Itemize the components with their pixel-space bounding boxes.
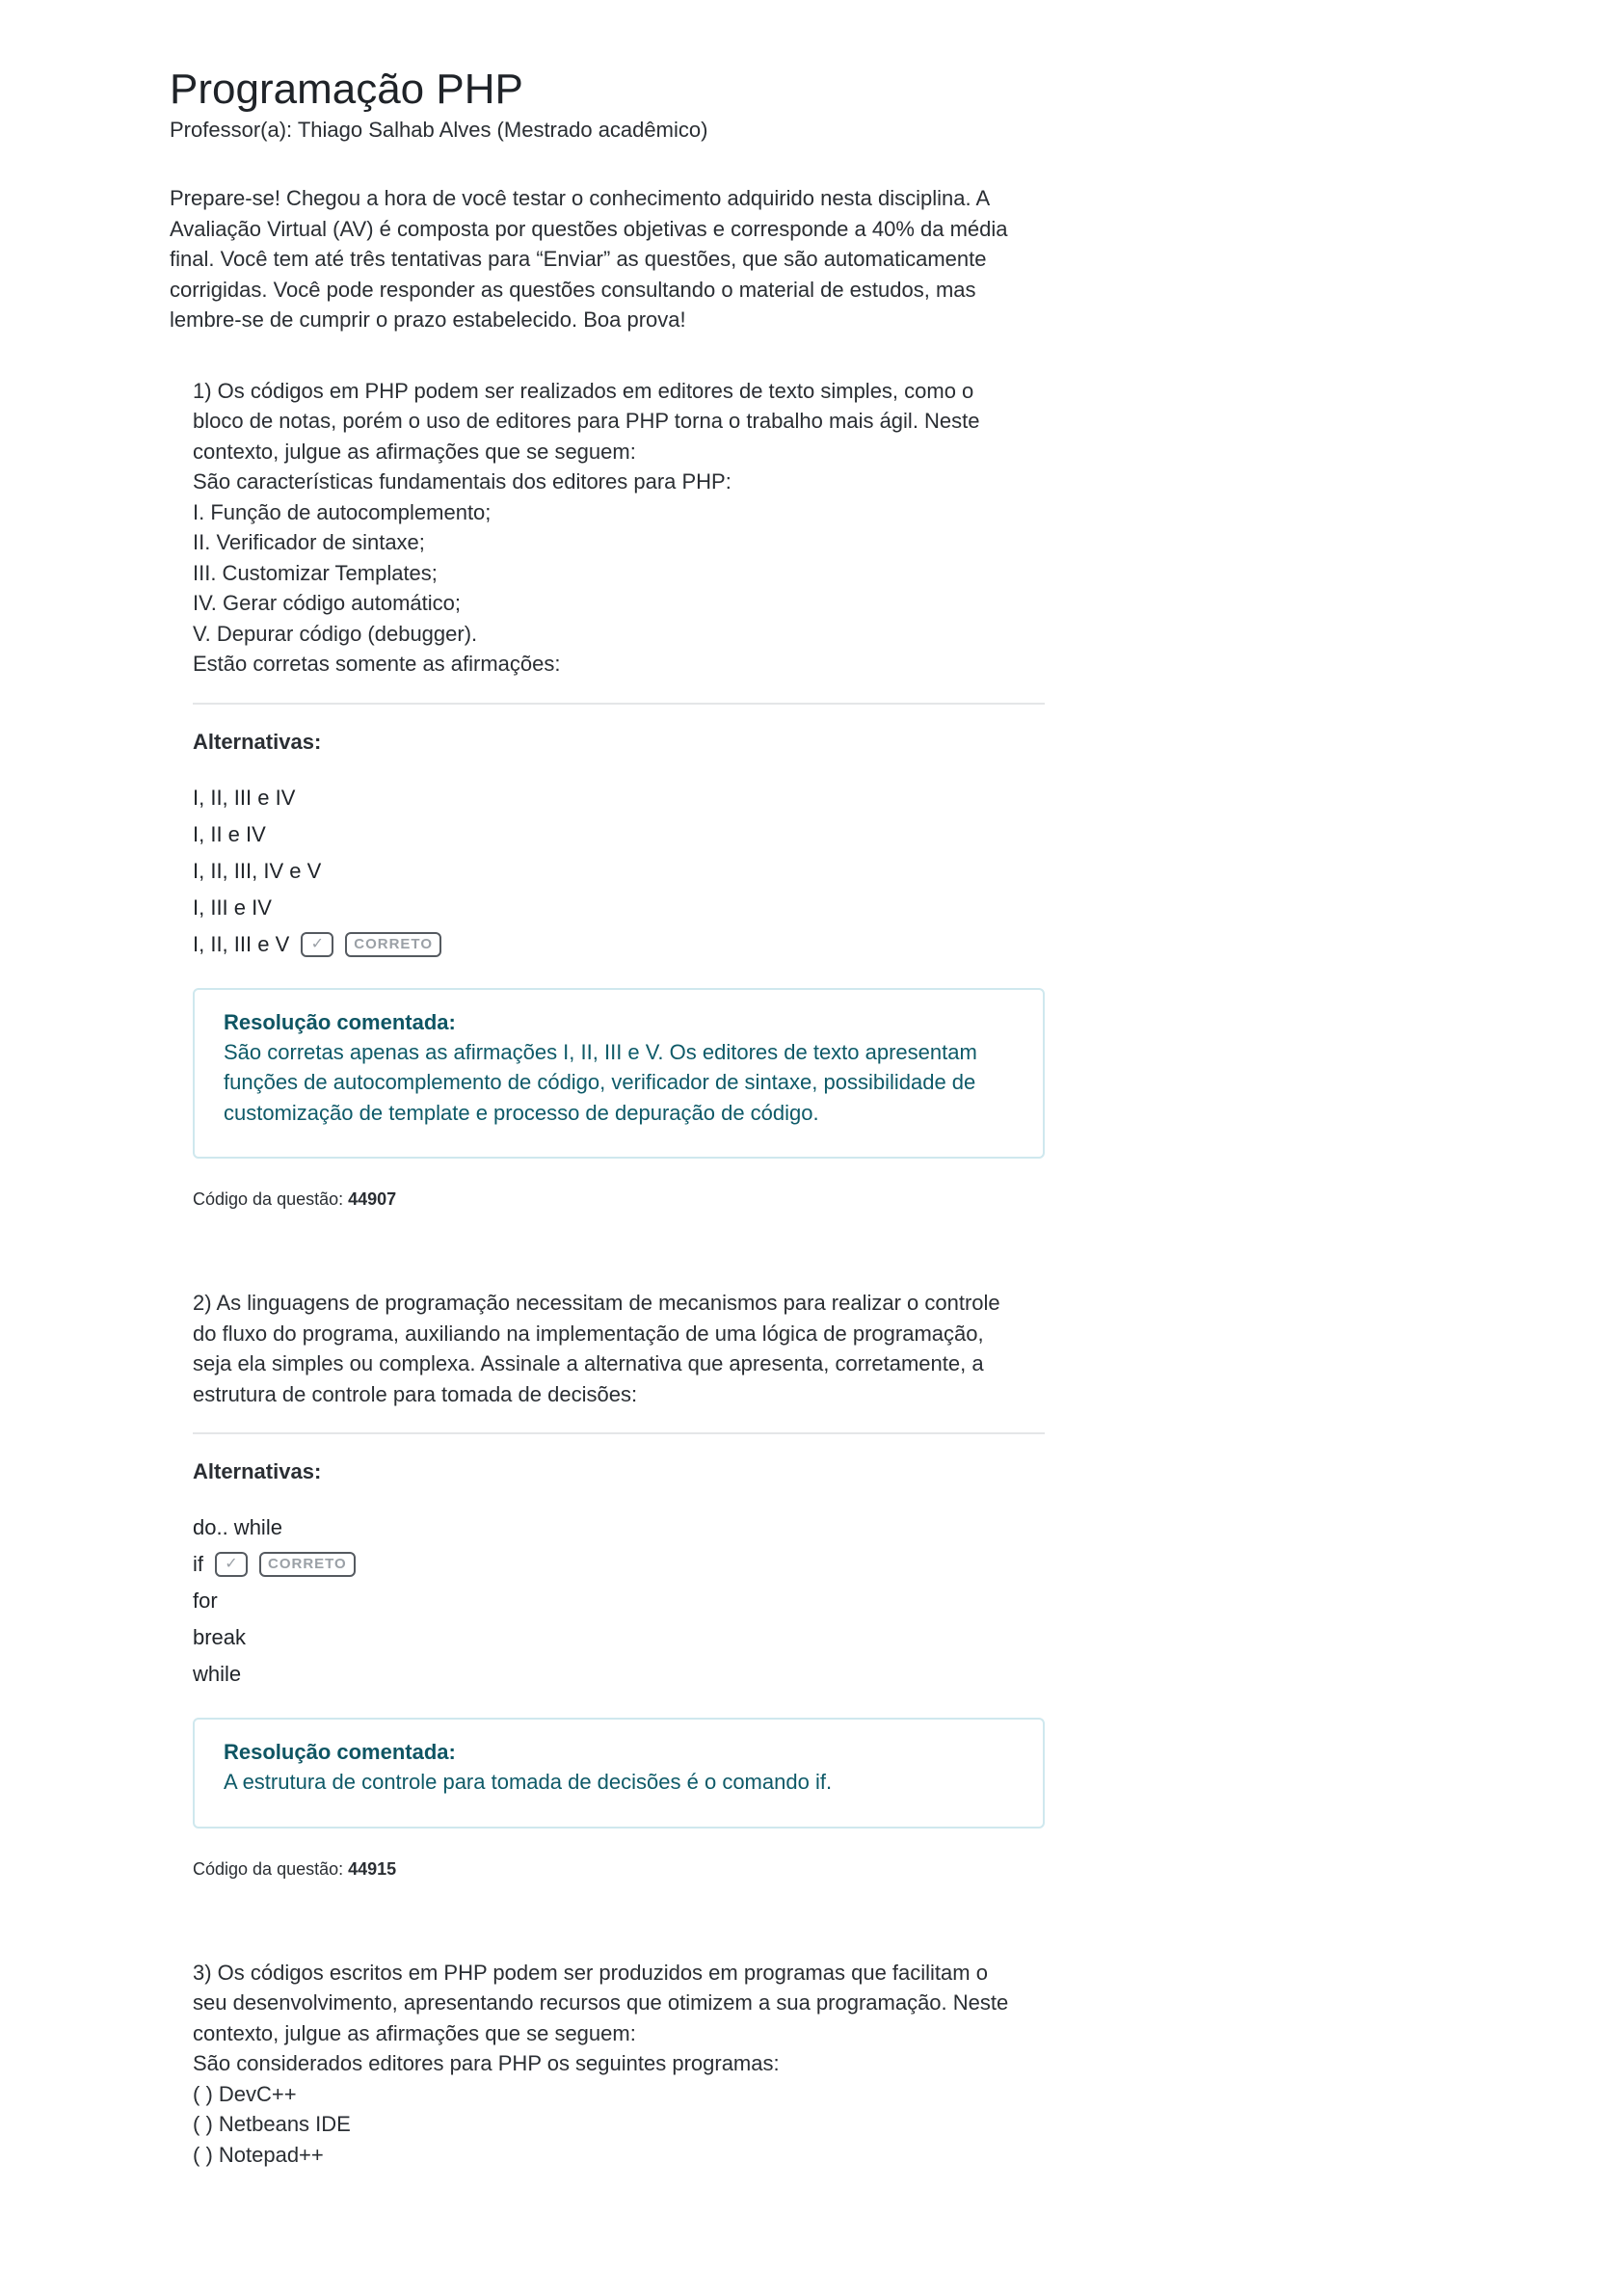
- question-line: seu desenvolvimento, apresentando recursos que otimizem a sua programação. Neste: [193, 1990, 1009, 2015]
- page-title: Programação PHP: [170, 66, 523, 113]
- correct-badge: CORRETO: [345, 932, 441, 957]
- resolution-box: [193, 988, 1045, 1160]
- question-2: [193, 1288, 1045, 1881]
- question-line: V. Depurar código (debugger).: [193, 621, 478, 646]
- question-code-value: 44915: [348, 1858, 397, 1879]
- question-code-label: Código da questão:: [193, 1858, 344, 1879]
- question-code: [193, 1188, 1045, 1211]
- alternative-item-correct[interactable]: [193, 926, 1045, 963]
- professor-name: Professor(a): Thiago Salhab Alves (Mestrado acadêmico): [170, 118, 708, 142]
- question-3: [193, 1958, 1045, 2171]
- resolution-text: São corretas apenas as afirmações I, II, III e V. Os editores de texto apresentam funções de autocomplemento de código, verificador de sintaxe, possibilidade de customização de template e processo de depuração de código.: [224, 1039, 977, 1125]
- resolution-title: Resolução comentada:: [224, 1009, 456, 1034]
- alternative-item[interactable]: [193, 890, 1045, 926]
- check-icon: ✓: [215, 1552, 248, 1577]
- check-icon: ✓: [301, 932, 333, 957]
- question-line: I. Função de autocomplemento;: [193, 499, 492, 524]
- alternative-item[interactable]: [193, 816, 1045, 853]
- alternatives-heading: Alternativas:: [193, 729, 322, 754]
- alternative-item[interactable]: [193, 1583, 1045, 1619]
- alternative-item-correct[interactable]: [193, 1546, 1045, 1583]
- question-line: estrutura de controle para tomada de decisões:: [193, 1381, 638, 1406]
- alternative-item[interactable]: [193, 853, 1045, 890]
- alternative-label: I, II e IV: [193, 821, 266, 846]
- question-line: contexto, julgue as afirmações que se seguem:: [193, 2020, 636, 2045]
- correct-badge: CORRETO: [259, 1552, 356, 1577]
- alternative-label: while: [193, 1662, 242, 1686]
- question-line: ( ) DevC++: [193, 2081, 297, 2106]
- question-line: São considerados editores para PHP os seguintes programas:: [193, 2051, 780, 2075]
- question-line: Estão corretas somente as afirmações:: [193, 652, 561, 676]
- question-line: ( ) Netbeans IDE: [193, 2112, 351, 2136]
- alternative-label: I, II, III, IV e V: [193, 858, 322, 883]
- resolution-title: Resolução comentada:: [224, 1740, 456, 1764]
- question-line: contexto, julgue as afirmações que se seguem:: [193, 439, 636, 464]
- alternatives-heading: Alternativas:: [193, 1459, 322, 1483]
- question-line: São características fundamentais dos editores para PHP:: [193, 469, 732, 494]
- alternative-item[interactable]: [193, 780, 1045, 816]
- divider: [193, 1432, 1045, 1434]
- intro-text: Prepare-se! Chegou a hora de você testar o conhecimento adquirido nesta disciplina. A Avaliação Virtual (AV) é composta por questões objetivas e corresponde a 40% da média final. Você tem até três tentativas para “Enviar” as questões, que são automaticamente corrigidas. Você pode responder as questões consultando o material de estudos, mas lembre-se de cumprir o prazo estabelecido. Boa prova!: [170, 186, 1008, 332]
- question-line: do fluxo do programa, auxiliando na implementação de uma lógica de programação,: [193, 1321, 984, 1346]
- question-1: [193, 376, 1045, 1212]
- question-line: ( ) Notepad++: [193, 2142, 324, 2167]
- alternatives-list: [193, 780, 1045, 963]
- alternative-item[interactable]: [193, 1656, 1045, 1693]
- question-line: bloco de notas, porém o uso de editores para PHP torna o trabalho mais ágil. Neste: [193, 409, 980, 433]
- alternatives-list: [193, 1509, 1045, 1693]
- alternative-label: break: [193, 1625, 247, 1649]
- question-line: 3) Os códigos escritos em PHP podem ser produzidos em programas que facilitam o: [193, 1960, 988, 1985]
- alternative-label: if: [193, 1552, 203, 1576]
- question-line: IV. Gerar código automático;: [193, 591, 462, 615]
- question-code: [193, 1857, 1045, 1881]
- page: [170, 64, 1047, 2170]
- alternative-label: I, III e IV: [193, 894, 272, 920]
- alternative-item[interactable]: [193, 1509, 1045, 1546]
- alternative-label: for: [193, 1589, 218, 1613]
- alternative-label: do.. while: [193, 1515, 282, 1539]
- alternative-label: I, II, III e IV: [193, 785, 296, 810]
- divider: [193, 703, 1045, 705]
- question-text: [193, 1958, 1045, 2171]
- question-line: II. Verificador de sintaxe;: [193, 530, 425, 554]
- resolution-box: [193, 1718, 1045, 1829]
- alternative-item[interactable]: [193, 1619, 1045, 1656]
- resolution-text: A estrutura de controle para tomada de decisões é o comando if.: [224, 1770, 833, 1794]
- question-line: 2) As linguagens de programação necessitam de mecanismos para realizar o controle: [193, 1291, 1000, 1315]
- question-line: III. Customizar Templates;: [193, 560, 438, 585]
- question-text: [193, 376, 1045, 680]
- question-code-label: Código da questão:: [193, 1189, 344, 1209]
- question-code-value: 44907: [348, 1189, 397, 1209]
- alternative-label: I, II, III e V: [193, 931, 290, 956]
- question-line: seja ela simples ou complexa. Assinale a alternativa que apresenta, corretamente, a: [193, 1351, 984, 1375]
- question-text: [193, 1288, 1045, 1409]
- question-line: 1) Os códigos em PHP podem ser realizados em editores de texto simples, como o: [193, 378, 974, 403]
